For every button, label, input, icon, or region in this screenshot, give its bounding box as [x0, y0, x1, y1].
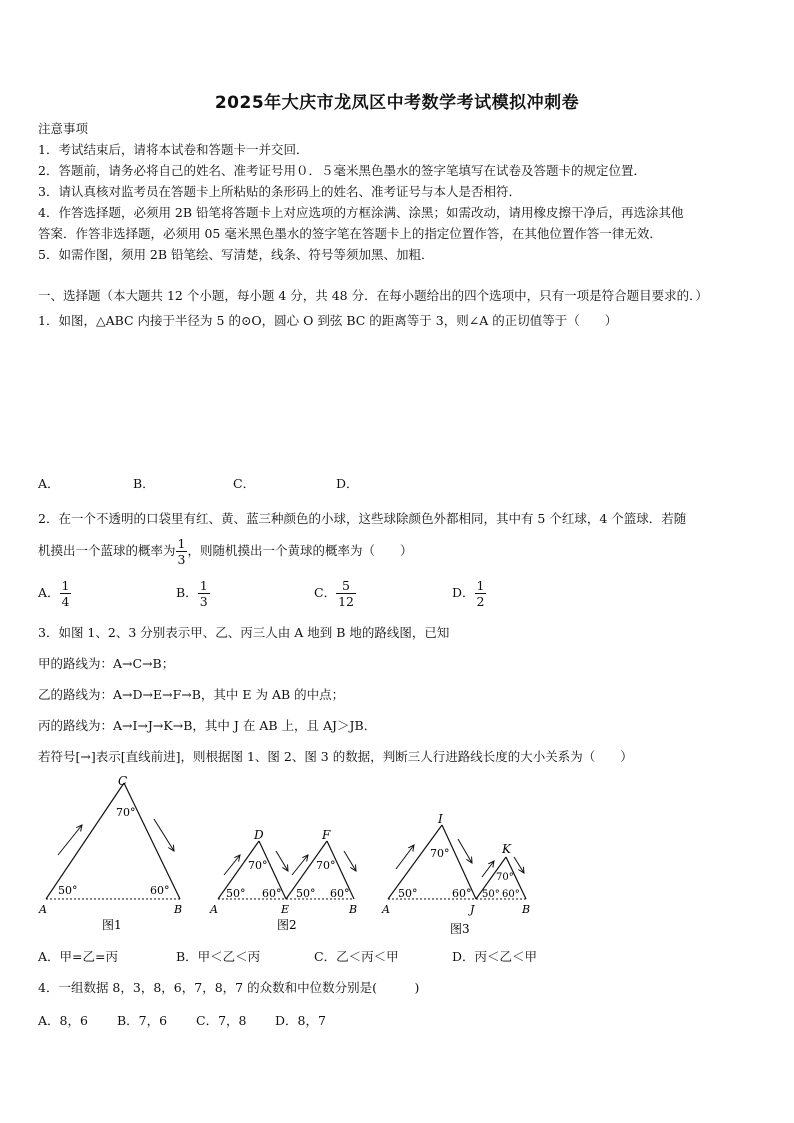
- q2-option-b: B． $\frac{1}{3}$: [176, 578, 208, 609]
- fig3-arrow-4: [514, 857, 524, 873]
- fig2-angle-d: 70°: [248, 859, 268, 872]
- fig1-label-b: B: [174, 903, 183, 916]
- question-2-line2: [38, 536, 412, 567]
- notice-item: 答案．作答非选择题，必须用 05 毫米黑色墨水的签字笔在答题卡上的指定位置作答，在其他位置作答一律无效．: [38, 226, 662, 241]
- notice-item: 3．请认真核对监考员在答题卡上所粘贴的条形码上的姓名、准考证号与本人是否相符．: [38, 184, 521, 199]
- fig1-label-a: A: [39, 903, 47, 916]
- notice-item: 1．考试结束后，请将本试卷和答题卡一并交回．: [38, 142, 309, 157]
- fig1-angle-c: 70°: [116, 806, 136, 819]
- figure-2: [209, 828, 357, 932]
- q3-option-a: A．甲=乙=丙: [38, 949, 118, 964]
- q3-option-c: C．乙＜丙＜甲: [314, 949, 399, 964]
- fig2-label-b: B: [349, 903, 358, 916]
- fig3-angle-a: 50°: [398, 887, 418, 900]
- fig2-angle-e-right: 50°: [296, 887, 316, 900]
- fig2-label-e: E: [281, 903, 290, 916]
- fig3-label-k: K: [502, 842, 511, 856]
- q1-option-b: B．: [133, 476, 155, 491]
- fig3-angle-k: 70°: [496, 872, 514, 883]
- q2-line2-pre: 机摸出一个蓝球的概率为: [38, 543, 176, 558]
- notice-item: 5．如需作图，须用 2B 铅笔绘、写清楚，线条、符号等须加黑、加粗．: [38, 247, 434, 262]
- fig2-label-f: F: [322, 828, 331, 842]
- question-1-text: 1．如图，△ABC 内接于半径为 5 的⊙O，圆心 O 到弦 BC 的距离等于 3，则∠A 的正切值等于（ ）: [38, 313, 618, 328]
- fig2-label-a: A: [210, 903, 218, 916]
- fig2-angle-e-left: 60°: [262, 887, 282, 900]
- notice-item: 4．作答选择题，必须用 2B 铅笔将答题卡上对应选项的方框涂满、涂黑；如需改动，请用橡皮擦干净后，再选涂其他: [38, 205, 684, 220]
- fig2-caption: 图2: [277, 918, 297, 932]
- q2-line2-post: ，则随机摸出一个黄球的概率为（ ）: [187, 543, 413, 558]
- fig3-label-i: I: [438, 812, 443, 826]
- fig1-label-c: C: [118, 774, 128, 788]
- fig1-angle-a: 50°: [58, 884, 78, 897]
- question-4-text: 4．一组数据 8，3，8，6，7，8，7 的众数和中位数分别是( ): [38, 980, 420, 995]
- fig2-arrow-2: [276, 851, 288, 871]
- fig2-arrow-4: [344, 851, 356, 871]
- question-3-line3: 乙的路线为：A→D→E→F→B，其中 E 为 AB 的中点；: [38, 687, 345, 702]
- q2-probability-fraction: $\frac{1}{3}$: [177, 536, 186, 567]
- fig1-line-ac: [46, 783, 124, 899]
- fig3-arrow-1: [396, 845, 414, 869]
- notice-heading: 注意事项: [38, 121, 89, 136]
- q4-option-a: A．8，6: [38, 1013, 88, 1028]
- fig3-arrow-3: [482, 861, 494, 877]
- fig1-angle-b: 60°: [150, 884, 170, 897]
- question-3-line5: 若符号[→]表示[直线前进]，则根据图 1、图 2、图 3 的数据，判断三人行进路线长度的大小关系为（ ）: [38, 749, 633, 764]
- question-3-line1: 3．如图 1、2、3 分别表示甲、乙、丙三人由 A 地到 B 地的路线图，已知: [38, 625, 450, 640]
- page-title: 2025年大庆市龙凤区中考数学考试模拟冲刺卷: [214, 93, 580, 113]
- fig2-angle-f: 70°: [316, 859, 336, 872]
- fig3-label-b: B: [522, 903, 531, 916]
- route-figures: [34, 773, 554, 943]
- fig1-line-cb: [124, 783, 180, 899]
- fig3-angle-b: 60°: [502, 889, 520, 900]
- fig3-angle-i: 70°: [430, 847, 450, 860]
- q2-option-c: C． $\frac{5}{12}$: [314, 578, 354, 609]
- q1-option-a: A．: [38, 476, 60, 491]
- fig3-angle-j-left: 60°: [452, 887, 472, 900]
- question-3-line2: 甲的路线为：A→C→B；: [38, 656, 175, 671]
- fig2-label-d: D: [254, 828, 264, 842]
- question-2-line1: 2．在一个不透明的口袋里有红、黄、蓝三种颜色的小球，这些球除颜色外都相同，其中有 5 个红球，4 个篮球．若随: [38, 511, 687, 526]
- fig3-label-a: A: [382, 903, 390, 916]
- q2-option-a: A． $\frac{1}{4}$: [38, 578, 70, 609]
- q4-option-c: C．7，8: [196, 1013, 247, 1028]
- q3-option-d: D．丙＜乙＜甲: [452, 949, 538, 964]
- fig3-angle-j-right: 50°: [482, 889, 500, 900]
- q1-option-c: C．: [233, 476, 256, 491]
- q4-option-b: B．7，6: [117, 1013, 168, 1028]
- fig1-arrow-down: [154, 819, 174, 851]
- q1-option-d: D．: [336, 476, 359, 491]
- q4-option-d: D．8，7: [275, 1013, 326, 1028]
- q2-option-d: D． $\frac{1}{2}$: [452, 578, 485, 609]
- question-3-line4: 丙的路线为：A→I→J→K→B，其中 J 在 AB 上，且 AJ＞JB．: [38, 718, 377, 733]
- q3-option-b: B．甲＜乙＜丙: [176, 949, 261, 964]
- fig3-arrow-2: [458, 839, 472, 863]
- fig3-label-j: J: [470, 903, 475, 916]
- fig1-caption: 图1: [102, 918, 122, 932]
- notice-item: 2．答题前，请务必将自己的姓名、准考证号用０．５毫米黑色墨水的签字笔填写在试卷及答题卡的规定位置．: [38, 163, 646, 178]
- section-heading: 一、选择题（本大题共 12 个小题，每小题 4 分，共 48 分．在每小题给出的四个选项中，只有一项是符合题目要求的．）: [38, 288, 708, 303]
- fig2-angle-a: 50°: [226, 887, 246, 900]
- figure-3: [381, 812, 530, 936]
- fig3-caption: 图3: [450, 922, 470, 936]
- figure-1: [38, 774, 182, 932]
- fig2-angle-b: 60°: [330, 887, 350, 900]
